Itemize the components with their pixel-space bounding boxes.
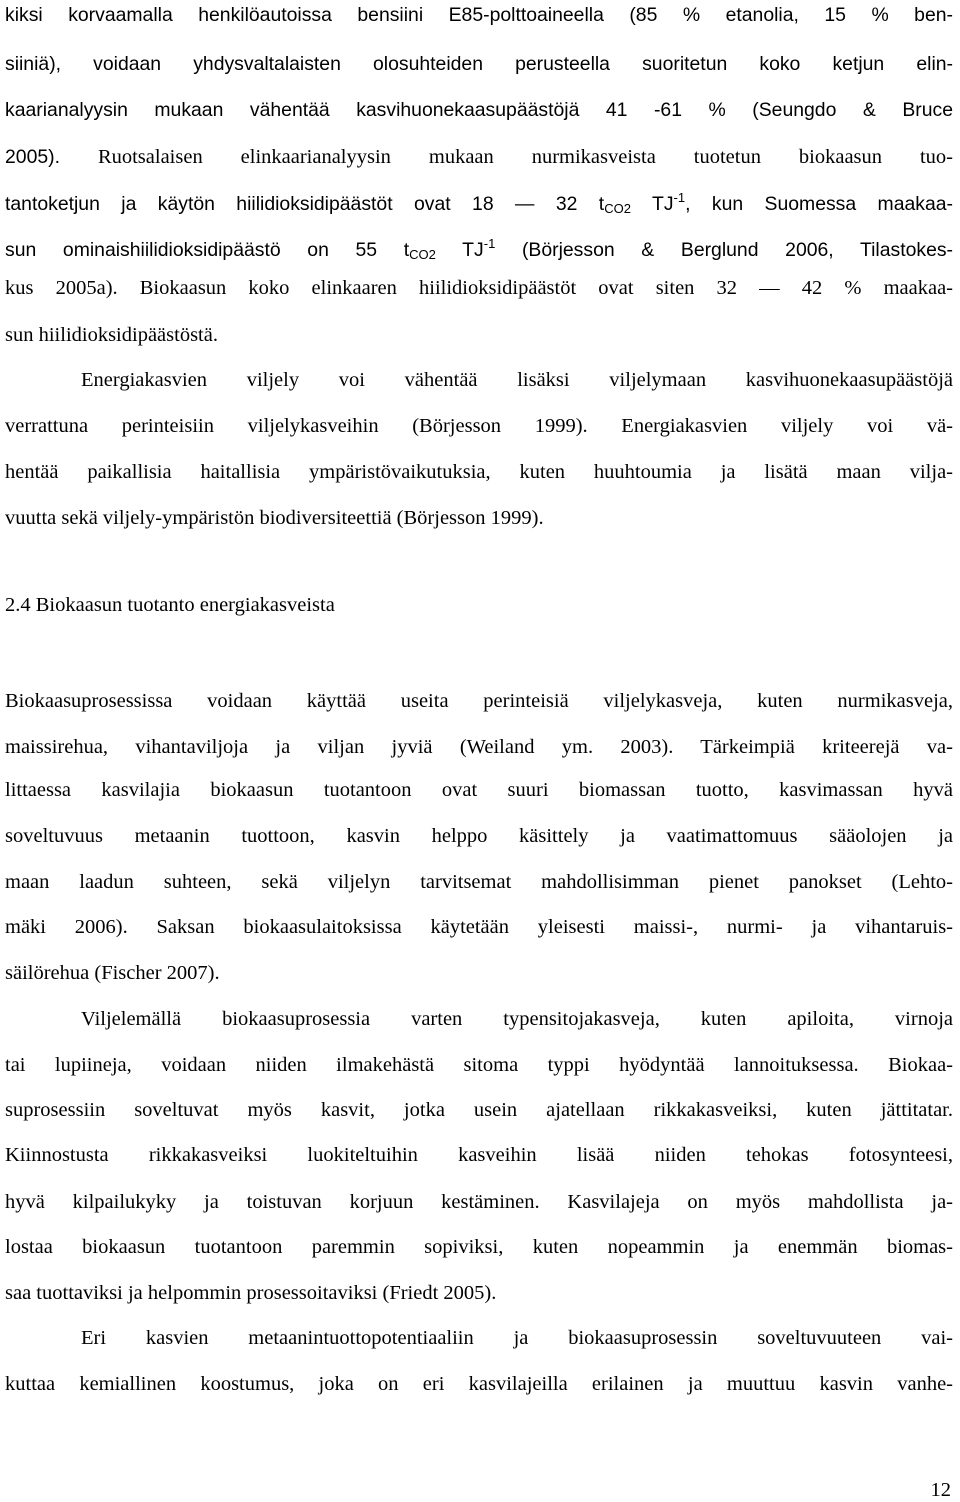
text-segment: TJ <box>435 239 484 261</box>
formula-text-line <box>5 238 953 262</box>
text-segment: 2005). <box>5 146 60 168</box>
text-line: littaessa kasvilajia biokaasun tuotantoon ovat suuri biomassan tuotto, kasvimassan hyvä <box>5 779 953 801</box>
text-line: Kiinnostusta rikkakasveiksi luokiteltuihin kasveihin lisää niiden tehokas fotosynteesi, <box>5 1144 953 1166</box>
text-segment: Ruotsalaisen elinkaarianalyysin mukaan nurmikasveista tuotetun biokaasun tuo- <box>97 146 954 168</box>
text-segment: , kun Suomessa maakaa- <box>685 193 953 215</box>
formula-text-line <box>5 192 953 216</box>
text-line: Biokaasuprosessissa voidaan käyttää useita perinteisiä viljelykasveja, kuten nurmikasveja, <box>5 690 953 712</box>
text-line: saa tuottaviksi ja helpommin prosessoitaviksi (Friedt 2005). <box>5 1282 497 1304</box>
text-line: hyvä kilpailukyky ja toistuvan korjuun kestäminen. Kasvilajeja on myös mahdollista ja- <box>5 1191 953 1213</box>
text-line: lostaa biokaasun tuotantoon paremmin sopiviksi, kuten nopeammin ja enemmän biomas- <box>5 1236 953 1258</box>
text-line: soveltuvuus metaanin tuottoon, kasvin helppo käsittely ja vaatimattomuus sääolojen ja <box>5 825 953 847</box>
text-line: vuutta sekä viljely-ympäristön biodiversiteettiä (Börjesson 1999). <box>5 507 544 529</box>
text-line: siiniä), voidaan yhdysvaltalaisten olosuhteiden perusteella suoritetun koko ketjun elin- <box>5 53 953 75</box>
text-segment: TJ <box>630 193 674 215</box>
text-line: sun hiilidioksidipäästöstä. <box>5 324 218 346</box>
text-segment: sun ominaishiilidioksidipäästö on 55 t <box>5 239 410 261</box>
subscript: CO2 <box>604 201 631 216</box>
text-line: maan laadun suhteen, sekä viljelyn tarvitsemat mahdollisimman pienet panokset (Lehto- <box>5 871 953 893</box>
text-line: hentää paikallisia haitallisia ympäristövaikutuksia, kuten huuhtoumia ja lisätä maan vilja- <box>5 461 953 483</box>
text-line: säilörehua (Fischer 2007). <box>5 962 220 984</box>
text-line: kaarianalyysin mukaan vähentää kasvihuonekaasupäästöjä 41 -61 % (Seungdo & Bruce <box>5 99 953 121</box>
page-number: 12 <box>930 1479 951 1501</box>
text-line: Eri kasvien metaanintuottopotentiaaliin ja biokaasuprosessin soveltuvuuteen vai- <box>81 1327 953 1349</box>
text-line: mäki 2006). Saksan biokaasulaitoksissa käytetään yleisesti maissi-, nurmi- ja vihantaruis- <box>5 916 953 938</box>
text-line: verrattuna perinteisiin viljelykasveihin (Börjesson 1999). Energiakasvien viljely voi vä- <box>5 415 953 437</box>
text-segment: tantoketjun ja käytön hiilidioksidipäästöt ovat 18 ― 32 t <box>5 193 605 215</box>
text-line: Energiakasvien viljely voi vähentää lisäksi viljelymaan kasvihuonekaasupäästöjä <box>81 369 953 391</box>
subscript: CO2 <box>409 247 436 262</box>
superscript: -1 <box>673 190 686 205</box>
text-line: kuttaa kemiallinen koostumus, joka on eri kasvilajeilla erilainen ja muuttuu kasvin vanhe- <box>5 1373 953 1395</box>
mixed-text-line <box>5 145 953 169</box>
text-line: Viljelemällä biokaasuprosessia varten typensitojakasveja, kuten apiloita, virnoja <box>81 1008 953 1030</box>
text-line: suprosessiin soveltuvat myös kasvit, jotka usein ajatellaan rikkakasveiksi, kuten jättitatar. <box>5 1099 953 1121</box>
text-segment: (Börjesson & Berglund 2006, Tilastokes- <box>495 239 954 261</box>
text-line: tai lupiineja, voidaan niiden ilmakehästä sitoma typpi hyödyntää lannoituksessa. Biokaa- <box>5 1054 953 1076</box>
text-line: maissirehua, vihantaviljoja ja viljan jyviä (Weiland ym. 2003). Tärkeimpiä kriteerejä va- <box>5 736 953 758</box>
superscript: -1 <box>483 236 496 251</box>
section-heading: 2.4 Biokaasun tuotanto energiakasveista <box>5 594 335 616</box>
text-line: kiksi korvaamalla henkilöautoissa bensiini E85-polttoaineella (85 % etanolia, 15 % ben- <box>5 4 953 26</box>
text-line: kus 2005a). Biokaasun koko elinkaaren hiilidioksidipäästöt ovat siten 32 ― 42 % maakaa- <box>5 277 953 299</box>
